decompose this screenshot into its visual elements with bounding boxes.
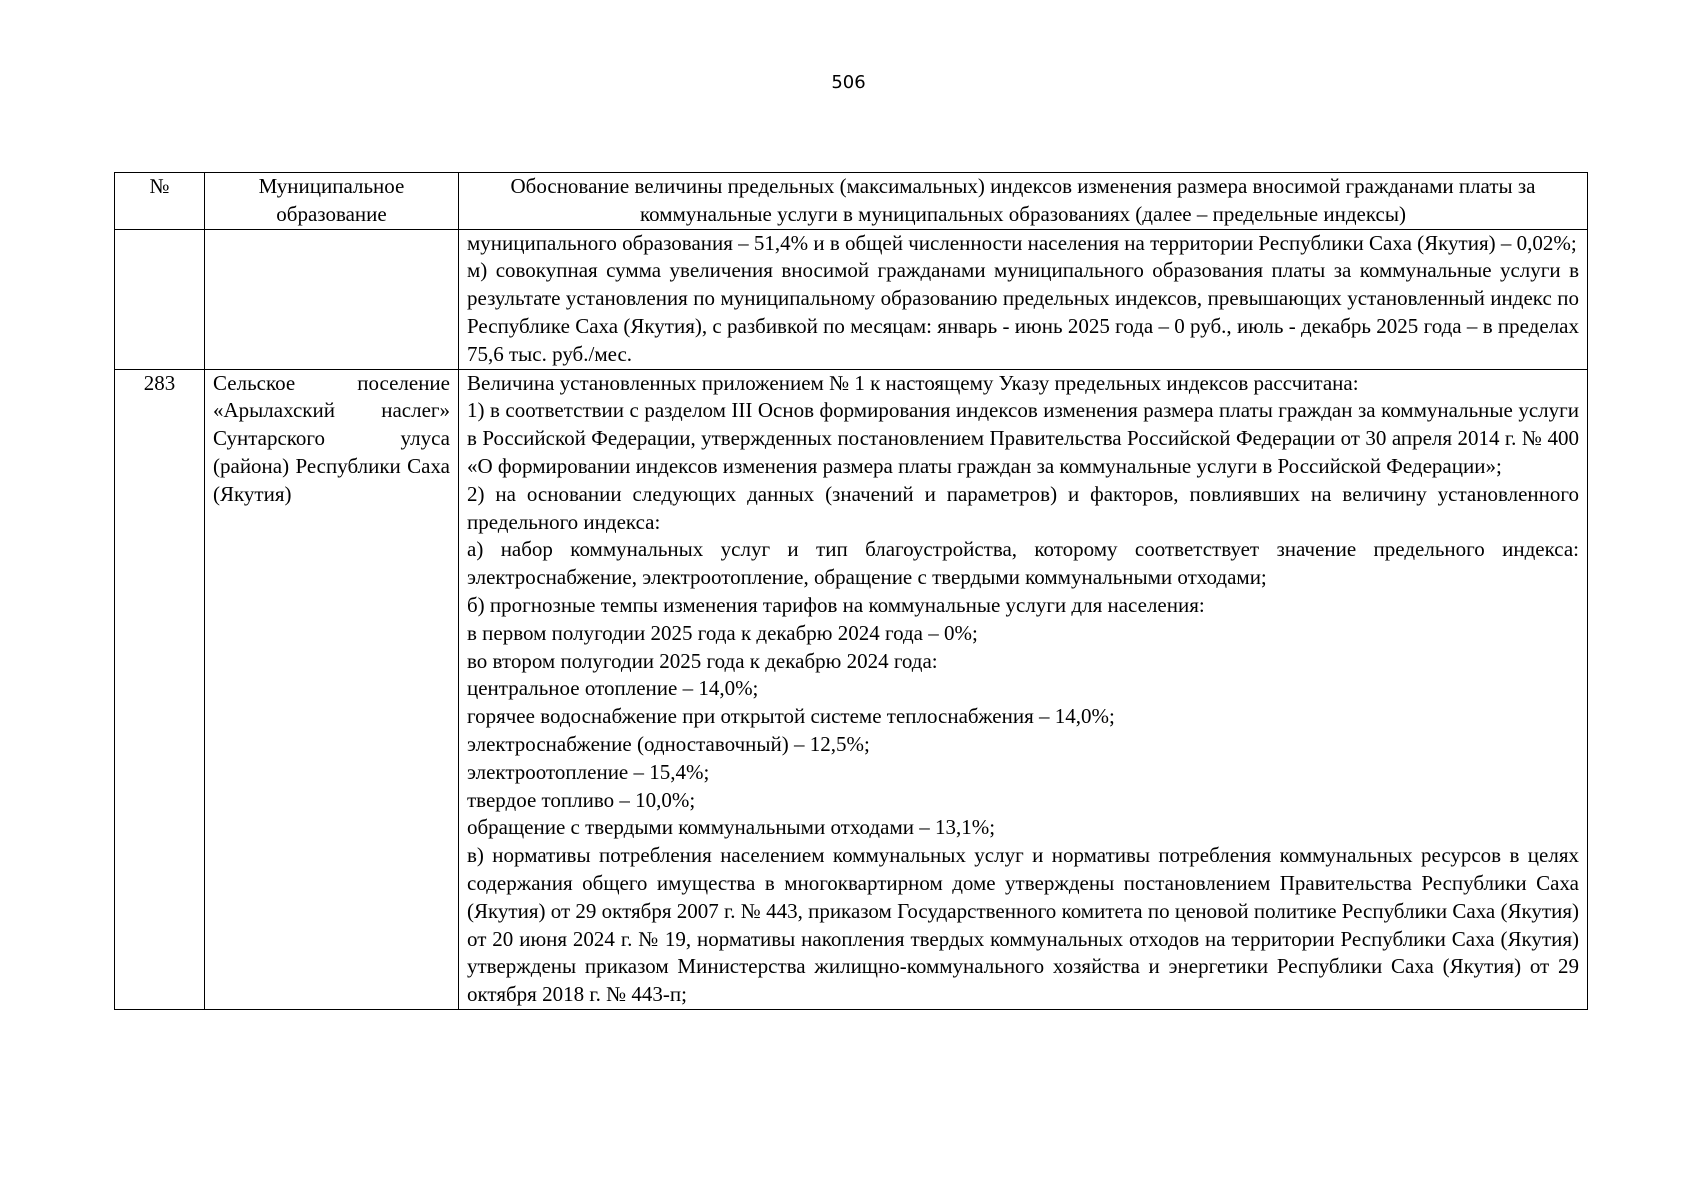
cell-num xyxy=(115,229,205,369)
cell-municipality: Сельское поселение «Арылахский наслег» Сунтарского улуса (района) Республики Саха (Якутия) xyxy=(205,369,459,1009)
header-municipality: Муниципальное образование xyxy=(205,173,459,230)
paragraph: обращение с твердыми коммунальными отходами – 13,1%; xyxy=(467,815,996,840)
paragraph: твердое топливо – 10,0%; xyxy=(467,787,696,812)
cell-justification xyxy=(459,369,1588,1009)
paragraph: во втором полугодии 2025 года к декабрю 2024 года: xyxy=(467,648,938,673)
paragraph: б) прогнозные темпы изменения тарифов на коммунальные услуги для населения: xyxy=(467,592,1205,617)
table-row-continuation xyxy=(115,229,1588,369)
paragraph: электроотопление – 15,4%; xyxy=(467,759,710,784)
table-header-row xyxy=(115,173,1588,230)
paragraph: электроснабжение (одноставочный) – 12,5%; xyxy=(467,731,870,756)
cell-municipality xyxy=(205,229,459,369)
paragraph: горячее водоснабжение при открытой системе теплоснабжения – 14,0%; xyxy=(467,704,1115,729)
paragraph: муниципального образования – 51,4% и в общей численности населения на территории Республики Саха (Якутия) – 0,02%; xyxy=(467,230,1577,255)
header-justification: Обоснование величины предельных (максимальных) индексов изменения размера вносимой гражданами платы за коммунальные услуги в муниципальных образованиях (далее – предельные индексы) xyxy=(459,173,1588,230)
paragraph: в) нормативы потребления населением коммунальных услуг и нормативы потребления коммунальных ресурсов в целях содержания общего имущества в многоквартирном доме утверждены постановлением Правительства Республики Саха (Якутия) от 29 октября 2007 г. № 443, приказом Государственного комитета по ценовой политике Республики Саха (Якутия) от 20 июня 2024 г. № 19, нормативы накопления твердых коммунальных отходов на территории Республики Саха (Якутия) утверждены приказом Министерства жилищно-коммунального хозяйства и энергетики Республики Саха (Якутия) от 29 октября 2018 г. № 443-п; xyxy=(467,843,1579,1007)
cell-num: 283 xyxy=(115,369,205,1009)
paragraph: 1) в соответствии с разделом III Основ формирования индексов изменения размера платы граждан за коммунальные услуги в Российской Федерации, утвержденных постановлением Правительства Российской Федерации от 30 апреля 2014 г. № 400 «О формировании индексов изменения размера платы граждан за коммунальные услуги в Российской Федерации»; xyxy=(467,398,1579,478)
paragraph: Величина установленных приложением № 1 к настоящему Указу предельных индексов рассчитана: xyxy=(467,370,1359,395)
paragraph: 2) на основании следующих данных (значений и параметров) и факторов, повлиявших на величину установленного предельного индекса: xyxy=(467,481,1579,534)
paragraph: центральное отопление – 14,0%; xyxy=(467,676,759,701)
paragraph: м) совокупная сумма увеличения вносимой гражданами муниципального образования платы за коммунальные услуги в результате установления по муниципальному образованию предельных индексов, превышающих установленный индекс по Республике Саха (Якутия), с разбивкой по месяцам: январь - июнь 2025 года – 0 руб., июль - декабрь 2025 года – в пределах 75,6 тыс. руб./мес. xyxy=(467,258,1579,366)
paragraph: а) набор коммунальных услуг и тип благоустройства, которому соответствует значение предельного индекса: электроснабжение, электроотопление, обращение с твердыми коммунальными отходами; xyxy=(467,537,1579,590)
header-num: № xyxy=(115,173,205,230)
cell-justification xyxy=(459,229,1588,369)
table-row-283 xyxy=(115,369,1588,1009)
page-number: 506 xyxy=(831,72,866,93)
paragraph: в первом полугодии 2025 года к декабрю 2024 года – 0%; xyxy=(467,620,978,645)
index-justification-table xyxy=(114,172,1588,1010)
